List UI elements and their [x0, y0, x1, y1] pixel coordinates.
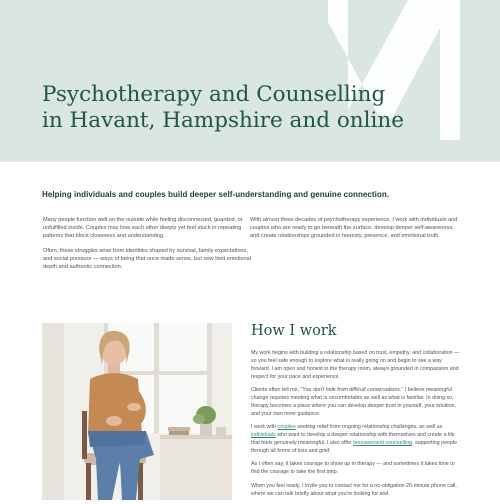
therapist-photo: [42, 323, 232, 500]
page-title: [42, 82, 422, 134]
therapist-photo-illustration: [42, 323, 232, 500]
text-span: Clients often tell me, ": [251, 387, 303, 394]
bereavement-counselling-link[interactable]: bereavement counselling: [353, 440, 412, 447]
page-title-line-1: Psychotherapy and Counselling: [42, 82, 386, 107]
how-i-work-body: [251, 350, 461, 504]
text-span: I work with: [251, 424, 278, 431]
couples-link[interactable]: couples: [277, 424, 296, 431]
how-paragraph: My work begins with building a relationship based on trust, empathy, and collaboration — so you feel safe enough to explore what is really going on and begin to see a way forward. I am open and honest in the therapy room, always grounded in compassion and respect for your pace and experience.: [251, 350, 460, 380]
how-i-work-heading: How I work: [251, 323, 337, 339]
intro-paragraph: With almost three decades of psychotherapy experience, I work with individuals and couples who are ready to go beneath the surface, develop deeper self-awareness, and create relationships grounded in honesty, presence, and emotional truth.: [250, 217, 458, 240]
intro-tagline: Helping individuals and couples build deeper self-understanding and genuine connection.: [42, 190, 390, 199]
individuals-link[interactable]: individuals: [251, 432, 276, 439]
how-paragraph: As I often say, it takes courage to show up in therapy — and sometimes it takes time to find the courage to take the first step.: [251, 461, 455, 476]
intro-paragraph: Often, these struggles arise from identities shaped by survival, family expectations, and social pressure — ways of being that once made sense, but now limit emotional depth and authentic connection.: [43, 247, 252, 271]
text-span: seeking relief from ongoing relationship challenges, as well as: [295, 424, 443, 431]
text-span: ." I believe meaningful change requires meeting what is uncomfortable as well as what is familiar. In doing so, therapy becomes a place where you can develop deeper trust in yourself, your intuition, and your own inner guidance.: [251, 387, 456, 417]
client-quote: You don't hide from difficult conversations: [302, 387, 400, 394]
text-span: who want to develop a deeper relationship with themselves and create a life that feels genuinely meaningful. I also offer: [251, 432, 455, 447]
text-span: , supporting people through all forms of loss and grief.: [251, 440, 458, 454]
intro-left-column: [43, 216, 255, 277]
how-paragraph: [251, 424, 461, 456]
page-title-line-2: in Havant, Hampshire and online: [42, 108, 404, 133]
intro-right-column: [250, 216, 462, 247]
how-paragraph: When you feel ready, I invite you to contact me for a no-obligation 20-minute phone call, where we can talk briefly about what you're looking for and: [251, 482, 457, 497]
how-paragraph: [251, 387, 461, 419]
intro-paragraph: Many people function well on the outside while feeling disconnected, guarded, or unfulfilled inside. Couples may love each other deeply yet feel stuck in repeating patterns that block closeness and understanding.: [43, 217, 243, 240]
hero-banner: [0, 0, 500, 162]
